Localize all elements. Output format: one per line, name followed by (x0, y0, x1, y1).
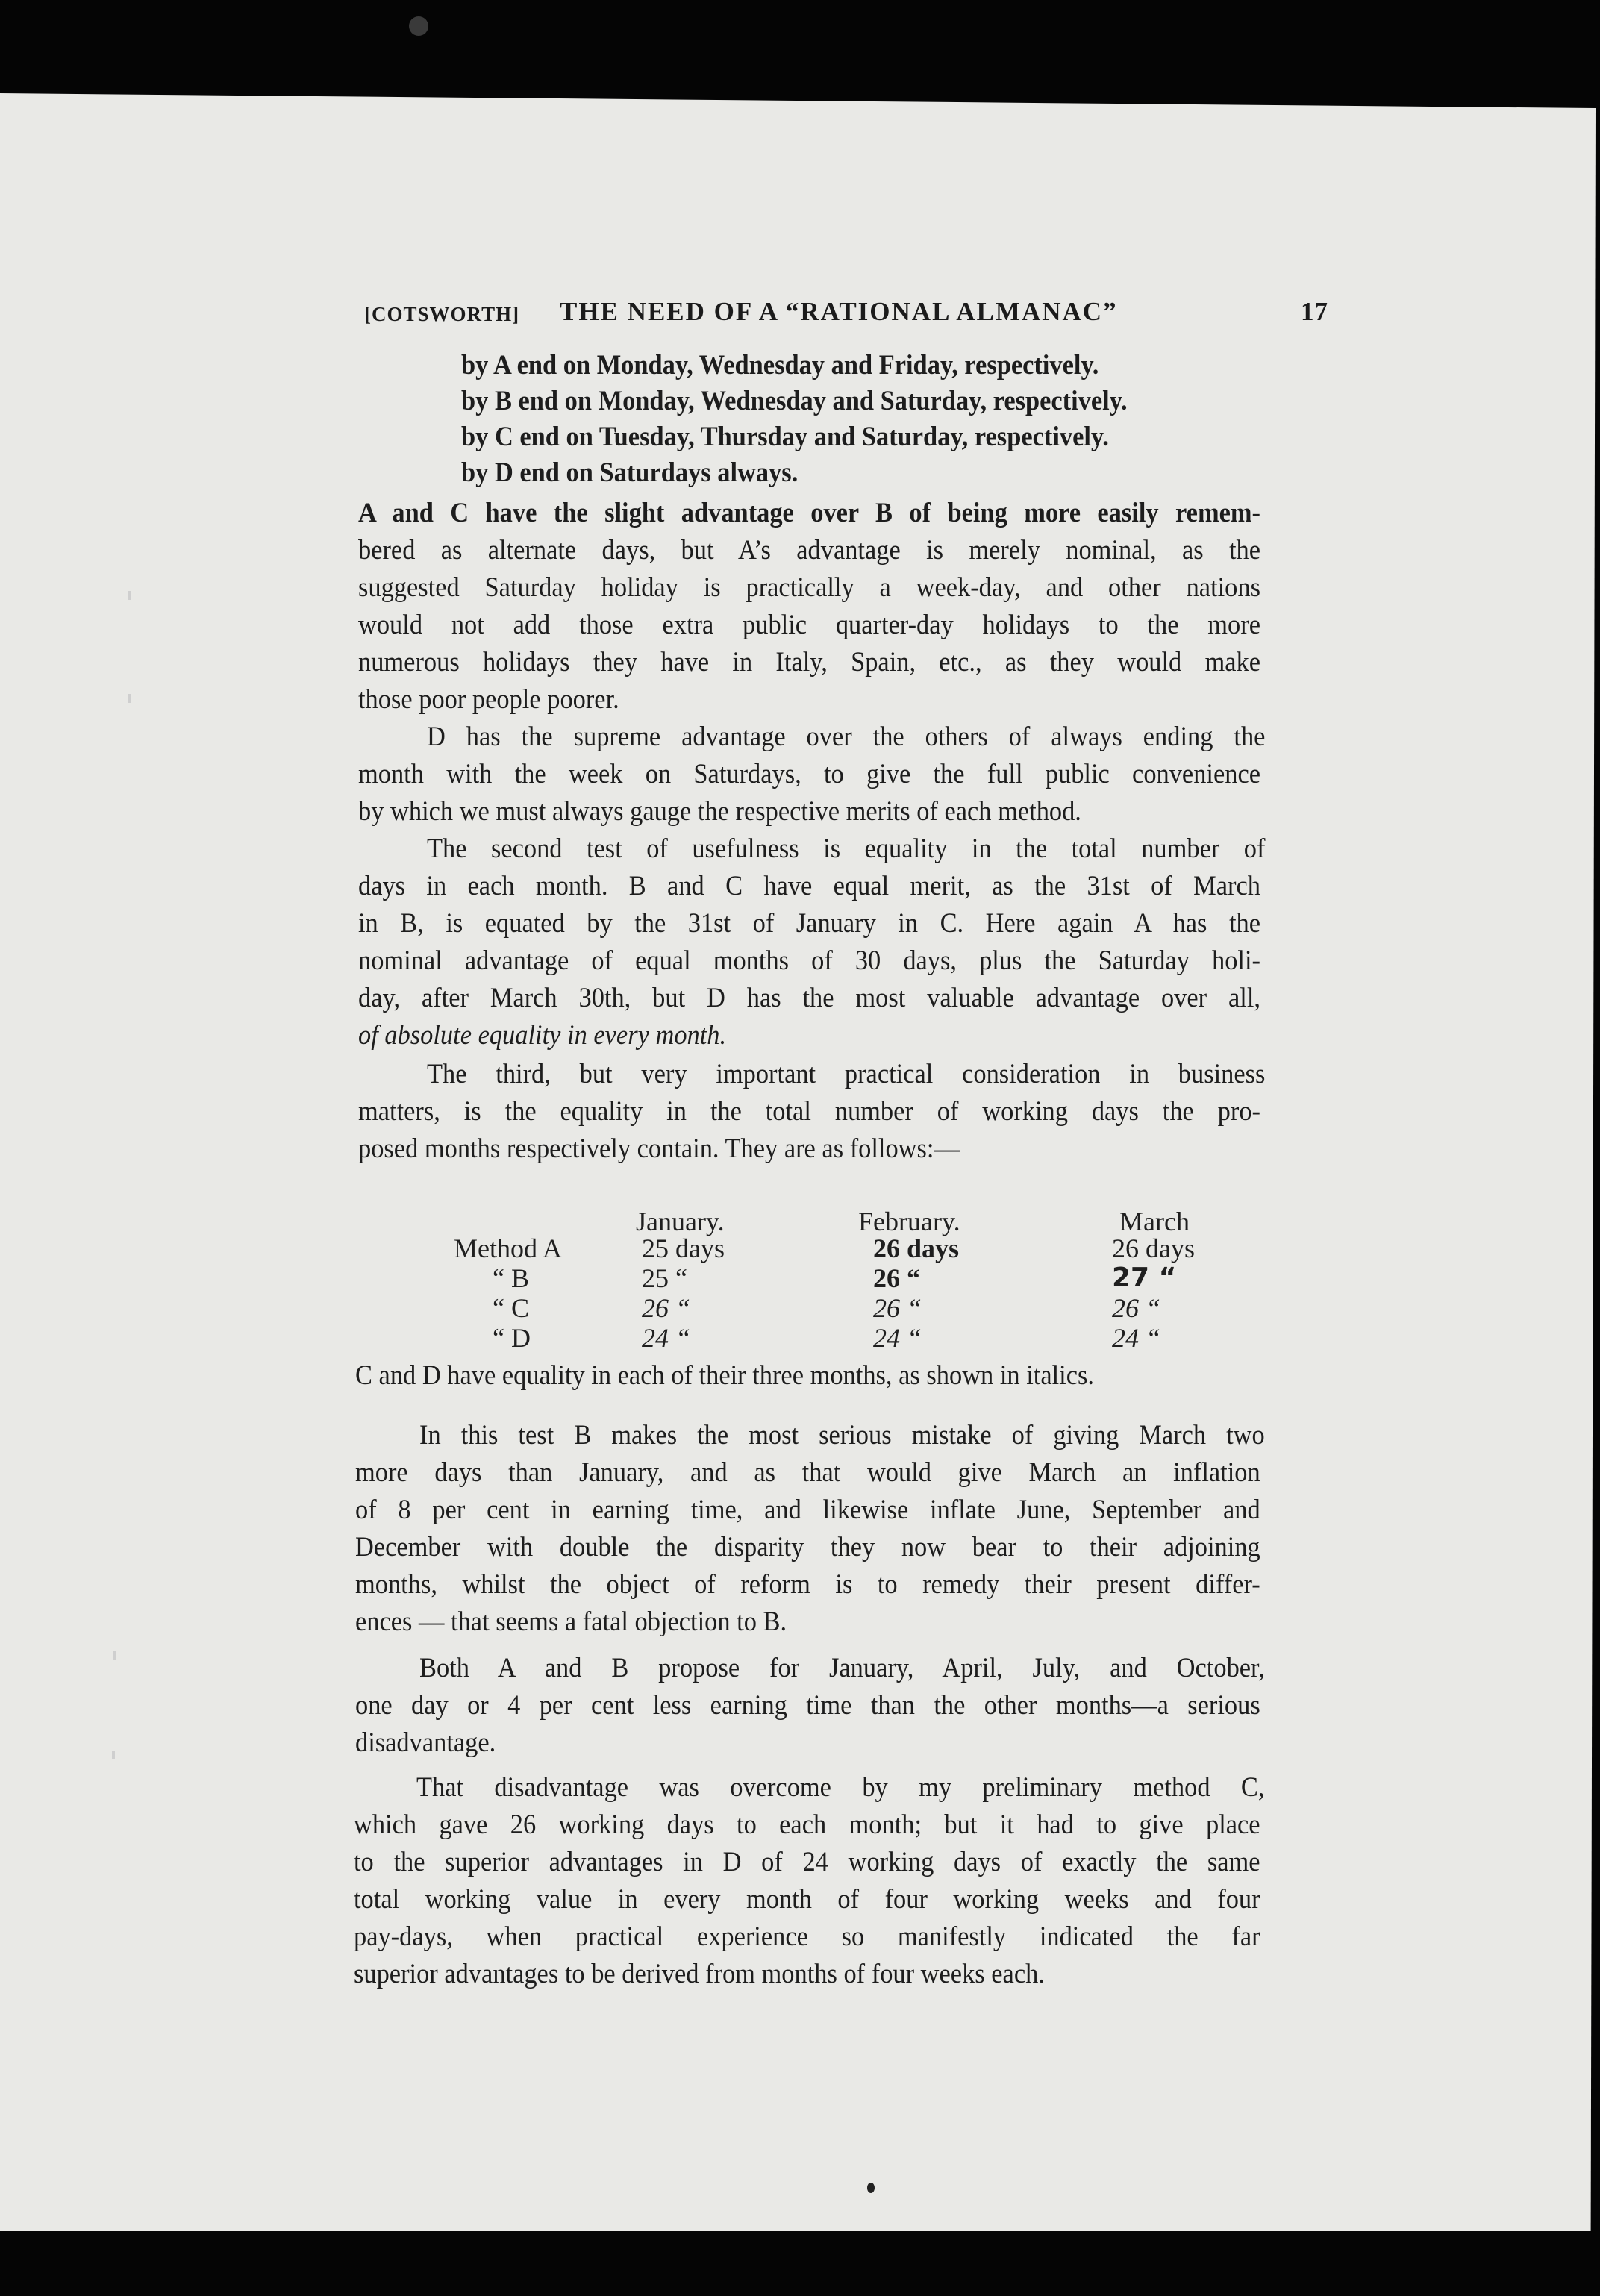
text-line: months, whilst the object of reform is to remedy their present differ- (355, 1569, 1260, 1600)
scan-mark (128, 591, 131, 600)
text-line: numerous holidays they have in Italy, Spain, etc., as they would make (358, 647, 1260, 678)
table-cell: 24 “ (873, 1323, 922, 1353)
text-line: in B, is equated by the 31st of January in C. Here again A has the (358, 908, 1260, 939)
text-line: The third, but very important practical consideration in business (427, 1059, 1266, 1089)
text-line: by A end on Monday, Wednesday and Friday, respectively. (461, 350, 1099, 381)
text-line: disadvantage. (355, 1727, 496, 1758)
text-line: of absolute equality in every month. (358, 1020, 727, 1051)
scan-mark (112, 1751, 115, 1759)
text-line: by B end on Monday, Wednesday and Saturday, respectively. (461, 386, 1128, 416)
table-cell: 25 days (642, 1233, 725, 1263)
text-line: which gave 26 working days to each month; but it had to give place (354, 1809, 1260, 1840)
text-line: December with double the disparity they now bear to their adjoining (355, 1532, 1260, 1563)
text-line: ences — that seems a fatal objection to B. (355, 1607, 787, 1637)
text-line: would not add those extra public quarter-day holidays to the more (358, 610, 1260, 640)
scan-speck (409, 16, 428, 36)
table-cell: 26 “ (1112, 1293, 1161, 1323)
row-label: “ B (493, 1263, 529, 1293)
col-header-march: March (1119, 1207, 1190, 1236)
text-line: C and D have equality in each of their three months, as shown in italics. (355, 1360, 1094, 1391)
text-line: to the superior advantages in D of 24 working days of exactly the same (354, 1847, 1260, 1877)
text-line: by which we must always gauge the respective merits of each method. (358, 796, 1081, 827)
table-cell: 26 “ (873, 1263, 920, 1293)
text-line: month with the week on Saturdays, to give the full public convenience (358, 759, 1260, 789)
text-line: That disadvantage was overcome by my preliminary method C, (416, 1772, 1265, 1803)
table-cell: 24 “ (1112, 1323, 1161, 1353)
table-cell: 24 “ (642, 1323, 691, 1353)
text-line: A and C have the slight advantage over B of being more easily remem- (358, 498, 1260, 528)
table-cell: 26 “ (873, 1293, 922, 1323)
table-cell: 26 “ (642, 1293, 691, 1323)
table-cell: 27 “ (1112, 1263, 1177, 1293)
text-line: D has the supreme advantage over the others of always ending the (427, 722, 1266, 752)
text-line: by C end on Tuesday, Thursday and Saturday, respectively. (461, 422, 1109, 452)
text-line: posed months respectively contain. They are as follows:— (358, 1133, 960, 1164)
scan-speck (867, 2183, 875, 2193)
text-line: one day or 4 per cent less earning time than the other months—a serious (355, 1690, 1260, 1721)
table-cell: 25 “ (642, 1263, 687, 1293)
text-line: matters, is the equality in the total number of working days the pro- (358, 1096, 1260, 1127)
scan-mark (128, 694, 131, 703)
row-label: “ D (493, 1323, 531, 1353)
table-cell: 26 days (873, 1233, 960, 1263)
table-cell: 26 days (1112, 1233, 1195, 1263)
text-line: those poor people poorer. (358, 684, 619, 715)
text-line: pay-days, when practical experience so manifestly indicated the far (354, 1921, 1260, 1952)
scan-mark (113, 1651, 116, 1660)
text-line: by D end on Saturdays always. (461, 457, 799, 488)
text-line: of 8 per cent in earning time, and likewise inflate June, September and (355, 1495, 1260, 1525)
text-line: day, after March 30th, but D has the most valuable advantage over all, (358, 983, 1260, 1013)
col-header-february: February. (858, 1207, 960, 1236)
row-label: “ C (493, 1293, 529, 1323)
running-header (364, 297, 1328, 342)
text-line: suggested Saturday holiday is practically a week-day, and other nations (358, 572, 1260, 603)
text-line: more days than January, and as that would give March an inflation (355, 1457, 1260, 1488)
text-line: days in each month. B and C have equal merit, as the 31st of March (358, 871, 1260, 901)
text-line: bered as alternate days, but A’s advantage is merely nominal, as the (358, 535, 1260, 566)
text-line: superior advantages to be derived from months of four weeks each. (354, 1959, 1045, 1989)
header-title: THE NEED OF A “RATIONAL ALMANAC” (560, 297, 1118, 326)
text-line: The second test of usefulness is equality in the total number of (427, 833, 1266, 864)
header-author: [COTSWORTH] (364, 303, 520, 325)
text-line: nominal advantage of equal months of 30 days, plus the Saturday holi- (358, 945, 1260, 976)
page-number: 17 (1301, 297, 1328, 326)
row-label: Method A (454, 1233, 563, 1263)
text-line: total working value in every month of four working weeks and four (354, 1884, 1260, 1915)
text-line: In this test B makes the most serious mistake of giving March two (419, 1420, 1265, 1451)
text-line: Both A and B propose for January, April, July, and October, (419, 1653, 1265, 1683)
col-header-january: January. (636, 1207, 725, 1236)
